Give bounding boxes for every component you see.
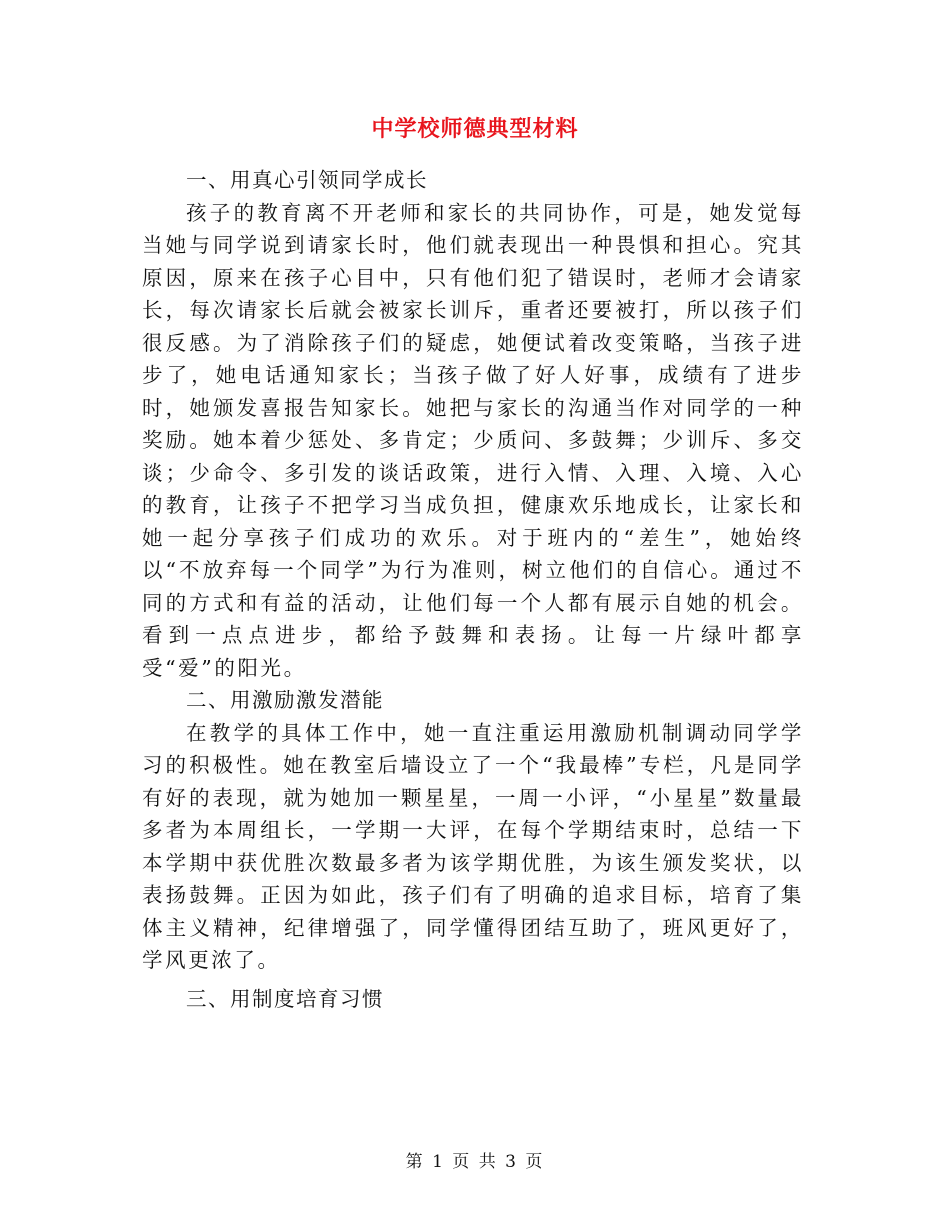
section-paragraph-2: 在教学的具体工作中，她一直注重运用激励机制调动同学学习的积极性。她在教室后墙设立了一个“我最棒”专栏，凡是同学有好的表现，就为她加一颗星星，一周一小评，“小星星”数量最多者为本周组长，一学期一大评，在每个学期结束时，总结一下本学期中获优胜次数最多者为该学期优胜，为该生颁发奖状，以表扬鼓舞。正因为如此，孩子们有了明确的追求目标，培育了集体主义精神，纪律增强了，同学懂得团结互助了，班风更好了，学风更浓了。 [142,720,804,972]
footer-prefix: 第 [405,1152,425,1172]
section-heading-3: 三、用制度培育习惯 [186,986,384,1011]
page-footer [0,1150,950,1174]
section-heading-2: 二、用激励激发潜能 [186,688,384,712]
footer-suffix: 页 [525,1152,545,1172]
footer-current-page: 1 [432,1152,445,1172]
footer-total-prefix: 共 [478,1152,498,1172]
section-paragraph-1: 孩子的教育离不开老师和家长的共同协作，可是，她发觉每当她与同学说到请家长时，他们就表现出一种畏惧和担心。究其原因，原来在孩子心目中，只有他们犯了错误时，老师才会请家长，每次请家长后就会被家长训斥，重者还要被打，所以孩子们很反感。为了消除孩子们的疑虑，她便试着改变策略，当孩子进步了，她电话通知家长；当孩子做了好人好事，成绩有了进步时，她颁发喜报告知家长。她把与家长的沟通当作对同学的一种奖励。她本着少惩处、多肯定；少质问、多鼓舞；少训斥、多交谈；少命令、多引发的谈话政策，进行入情、入理、入境、入心的教育，让孩子不把学习当成负担，健康欢乐地成长，让家长和她一起分享孩子们成功的欢乐。对于班内的“差生”，她始终以“不放弃每一个同学”为行为准则，树立他们的自信心。通过不同的方式和有益的活动，让他们每一个人都有展示自她的机会。看到一点点进步，都给予鼓舞和表扬。让每一片绿叶都享受“爱”的阳光。 [142,200,804,680]
section-heading-1: 一、用真心引领同学成长 [186,168,428,192]
document-body [142,164,804,1015]
footer-total-pages: 3 [505,1152,518,1172]
footer-page-word: 页 [452,1152,472,1172]
document-title: 中学校师德典型材料 [371,116,579,142]
